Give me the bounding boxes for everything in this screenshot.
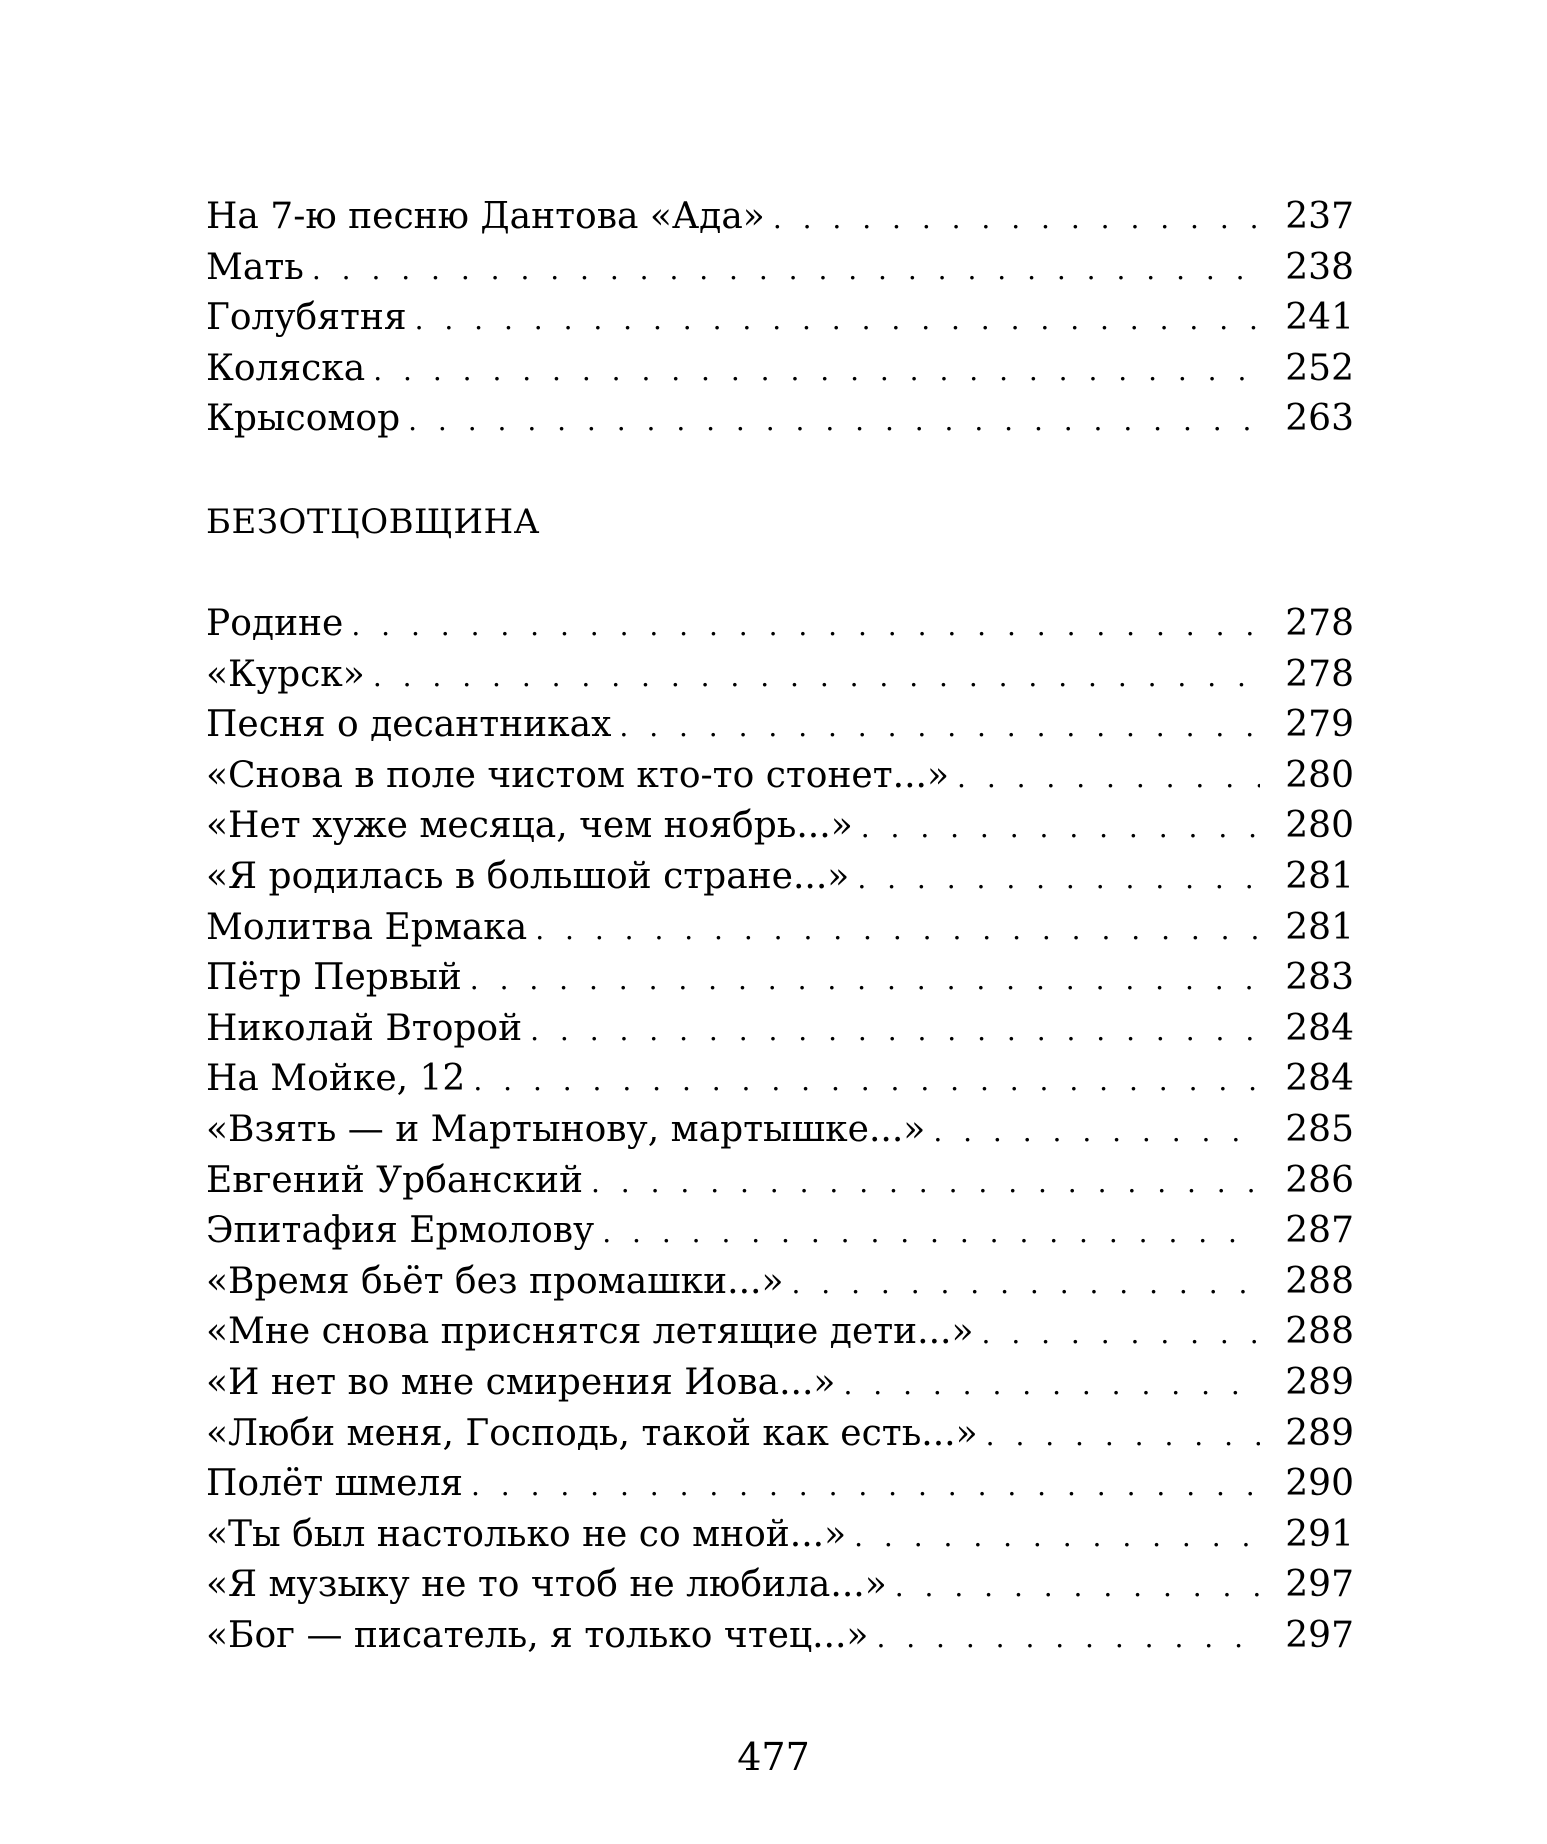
toc-entry-page: 297 — [1285, 1614, 1354, 1656]
toc-entry-page: 289 — [1285, 1361, 1354, 1403]
toc-entry-page: 286 — [1285, 1159, 1354, 1201]
toc-entry — [206, 903, 1354, 954]
dot-leader — [470, 955, 1260, 1006]
dot-leader — [351, 601, 1260, 652]
toc-entry-title: Песня о десантниках — [206, 704, 612, 746]
dot-leader — [857, 854, 1260, 905]
toc-entry-page: 297 — [1285, 1564, 1354, 1606]
dot-leader — [415, 295, 1260, 346]
toc-entry — [206, 801, 1354, 852]
dot-leader — [854, 1512, 1260, 1563]
toc-entry-title: «Ты был настолько не со мной...» — [206, 1513, 847, 1555]
dot-leader — [471, 1461, 1260, 1512]
toc-entry-page: 285 — [1285, 1108, 1354, 1150]
toc-entry-page: 237 — [1285, 196, 1354, 237]
toc-entry — [206, 953, 1354, 1004]
toc-entry — [206, 700, 1354, 751]
toc-entry-title: Евгений Урбанский — [206, 1159, 583, 1201]
toc-entry — [206, 1510, 1354, 1561]
page-number: 477 — [737, 1735, 810, 1779]
toc-entry-page: 238 — [1285, 246, 1354, 288]
toc-entry-title: Пётр Первый — [206, 957, 462, 999]
dot-leader — [591, 1158, 1260, 1209]
toc-entry-page: 280 — [1285, 805, 1354, 847]
dot-leader — [535, 905, 1260, 956]
toc-entry-page: 241 — [1285, 297, 1354, 339]
toc-entry — [206, 344, 1354, 395]
toc-entry-title: «Люби меня, Господь, такой как есть...» — [206, 1412, 978, 1454]
toc-entry — [206, 1156, 1354, 1207]
toc-entry — [206, 1611, 1354, 1662]
toc-entry — [206, 1307, 1354, 1358]
dot-leader — [933, 1107, 1260, 1158]
toc-entry-page: 283 — [1285, 957, 1354, 999]
toc-entry-title: «Нет хуже месяца, чем ноябрь...» — [206, 805, 853, 847]
dot-leader — [773, 194, 1260, 245]
toc-list-section — [206, 599, 1354, 1661]
toc-entry — [206, 1105, 1354, 1156]
toc-entry-title: «И нет во мне смирения Иова...» — [206, 1361, 836, 1403]
toc-list-top — [206, 192, 1354, 445]
toc-entry — [206, 1459, 1354, 1510]
dot-leader — [602, 1208, 1260, 1259]
toc-entry-title: Молитва Ермака — [206, 906, 528, 948]
toc-entry — [206, 1409, 1354, 1460]
toc-entry-title: «Курск» — [206, 653, 365, 695]
toc-entry-page: 281 — [1285, 906, 1354, 948]
toc-entry-page: 279 — [1285, 704, 1354, 746]
toc-entry-title: «Мне снова приснятся летящие дети...» — [206, 1311, 974, 1353]
toc-entry-title: Николай Второй — [206, 1007, 523, 1049]
toc-entry — [206, 1358, 1354, 1409]
dot-leader — [876, 1613, 1260, 1664]
dot-leader — [373, 346, 1260, 397]
toc-entry-title: Мать — [206, 246, 304, 288]
toc-entry-page: 284 — [1285, 1058, 1354, 1100]
toc-entry-page: 263 — [1285, 398, 1354, 440]
toc-entry-title: Крысомор — [206, 398, 401, 440]
toc-entry-title: На 7-ю песню Дантова «Ада» — [206, 196, 765, 237]
toc-entry-page: 289 — [1285, 1412, 1354, 1454]
toc-entry — [206, 1206, 1354, 1257]
dot-leader — [619, 702, 1260, 753]
toc-entry-page: 281 — [1285, 855, 1354, 897]
dot-leader — [530, 1006, 1260, 1057]
dot-leader — [986, 1411, 1260, 1462]
toc-entry-title: Коляска — [206, 347, 366, 389]
dot-leader — [791, 1259, 1260, 1310]
toc-entry-title: «Я родилась в большой стране...» — [206, 855, 850, 897]
toc-entry-title: «Снова в поле чистом кто-то стонет...» — [206, 754, 950, 796]
toc-entry — [206, 852, 1354, 903]
toc-entry-title: «Бог — писатель, я только чтец...» — [206, 1614, 869, 1656]
toc-entry — [206, 1560, 1354, 1611]
toc-entry-title: Эпитафия Ермолову — [206, 1210, 595, 1252]
dot-leader — [373, 652, 1260, 703]
toc-entry-page: 284 — [1285, 1007, 1354, 1049]
toc-entry — [206, 1004, 1354, 1055]
toc-entry-page: 290 — [1285, 1463, 1354, 1505]
toc-entry-page: 280 — [1285, 754, 1354, 796]
toc-entry-title: «Я музыку не то чтоб не любила...» — [206, 1564, 887, 1606]
toc-entry-page: 287 — [1285, 1210, 1354, 1252]
toc-entry-page: 291 — [1285, 1513, 1354, 1555]
toc-entry-title: Голубятня — [206, 297, 407, 339]
section-heading: БЕЗОТЦОВЩИНА — [206, 502, 540, 542]
toc-entry — [206, 192, 1354, 243]
toc-entry — [206, 599, 1354, 650]
toc-entry-title: «Взять — и Мартынову, мартышке...» — [206, 1108, 926, 1150]
dot-leader — [895, 1562, 1260, 1613]
dot-leader — [312, 245, 1260, 296]
toc-entry — [206, 1054, 1354, 1105]
toc-entry-title: «Время бьёт без промашки...» — [206, 1260, 784, 1302]
toc-entry-page: 278 — [1285, 653, 1354, 695]
toc-entry-page: 252 — [1285, 347, 1354, 389]
toc-entry — [206, 1257, 1354, 1308]
toc-entry-title: На Мойке, 12 — [206, 1058, 466, 1100]
toc-entry-title: Полёт шмеля — [206, 1463, 463, 1505]
toc-entry — [206, 293, 1354, 344]
toc-entry — [206, 650, 1354, 701]
toc-entry — [206, 751, 1354, 802]
toc-entry-page: 288 — [1285, 1260, 1354, 1302]
dot-leader — [957, 753, 1260, 804]
toc-entry-page: 288 — [1285, 1311, 1354, 1353]
dot-leader — [982, 1309, 1260, 1360]
toc-entry-title: Родине — [206, 603, 344, 644]
dot-leader — [473, 1056, 1260, 1107]
toc-entry-page: 278 — [1285, 603, 1354, 644]
dot-leader — [861, 803, 1260, 854]
dot-leader — [408, 396, 1260, 447]
toc-entry — [206, 394, 1354, 445]
dot-leader — [843, 1360, 1260, 1411]
toc-entry — [206, 243, 1354, 294]
